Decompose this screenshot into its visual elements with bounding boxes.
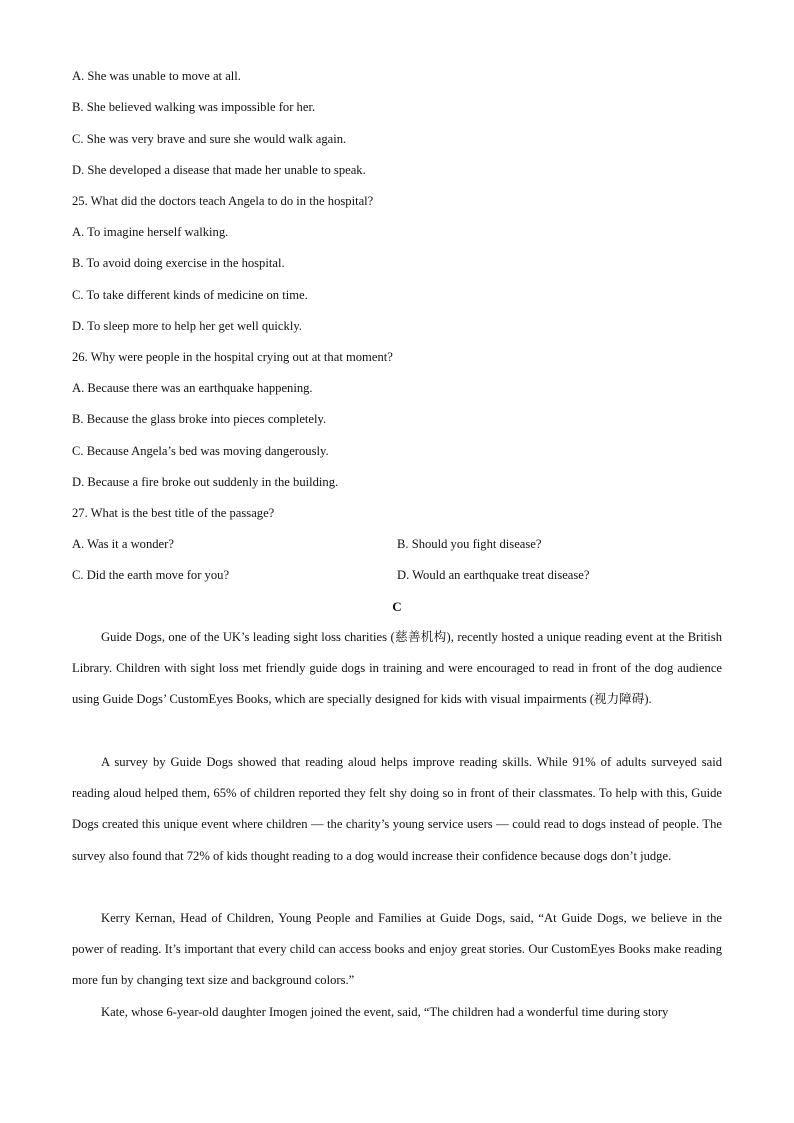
passage-paragraph: Kate, whose 6-year-old daughter Imogen joined the event, said, “The children had a wonderful time during story <box>101 1005 669 1019</box>
q26-option-d: D. Because a fire broke out suddenly in the building. <box>72 475 339 489</box>
q26-option-c: C. Because Angela’s bed was moving dangerously. <box>72 444 329 458</box>
q25-option-d: D. To sleep more to help her get well quickly. <box>72 319 302 333</box>
q27-question: 27. What is the best title of the passage? <box>72 506 275 520</box>
q27-option-c: C. Did the earth move for you? <box>72 568 230 582</box>
q26-question: 26. Why were people in the hospital crying out at that moment? <box>72 350 393 364</box>
q25-option-b: B. To avoid doing exercise in the hospital. <box>72 256 285 270</box>
q27-option-d: D. Would an earthquake treat disease? <box>397 568 590 582</box>
q24-option-a: A. She was unable to move at all. <box>72 69 241 83</box>
q24-option-c: C. She was very brave and sure she would walk again. <box>72 132 347 146</box>
q26-option-a: A. Because there was an earthquake happening. <box>72 381 313 395</box>
q27-option-b: B. Should you fight disease? <box>397 537 542 551</box>
q25-option-a: A. To imagine herself walking. <box>72 225 229 239</box>
q24-option-b: B. She believed walking was impossible for her. <box>72 100 316 114</box>
passage-paragraph: A survey by Guide Dogs showed that reading aloud helps improve reading skills. While 91% of adults surveyed said reading aloud helped them, 65% of children reported they felt shy doing so in front of their classmates. To help with this, Guide Dogs created this unique event where children — the charity’s young service users — could read to dogs instead of people. The survey also found that 72% of kids thought reading to a dog would increase their confidence because dogs don’t judge. <box>72 755 722 863</box>
q27-option-a: A. Was it a wonder? <box>72 537 174 551</box>
q25-option-c: C. To take different kinds of medicine on time. <box>72 288 308 302</box>
q26-option-b: B. Because the glass broke into pieces completely. <box>72 412 327 426</box>
q25-question: 25. What did the doctors teach Angela to do in the hospital? <box>72 194 374 208</box>
passage-paragraph: Guide Dogs, one of the UK’s leading sight loss charities (慈善机构), recently hosted a unique reading event at the British Library. Children with sight loss met friendly guide dogs in training and were encouraged to read in front of the dog audience using Guide Dogs’ CustomEyes Books, which are specially designed for kids with visual impairments (视力障碍). <box>72 630 722 707</box>
q24-option-d: D. She developed a disease that made her unable to speak. <box>72 163 366 177</box>
passage-paragraph: Kerry Kernan, Head of Children, Young People and Families at Guide Dogs, said, “At Guide Dogs, we believe in the power of reading. It’s important that every child can access books and enjoy great stories. Our CustomEyes Books make reading more fun by changing text size and background colors.” <box>72 911 722 988</box>
section-heading: C <box>392 599 402 614</box>
